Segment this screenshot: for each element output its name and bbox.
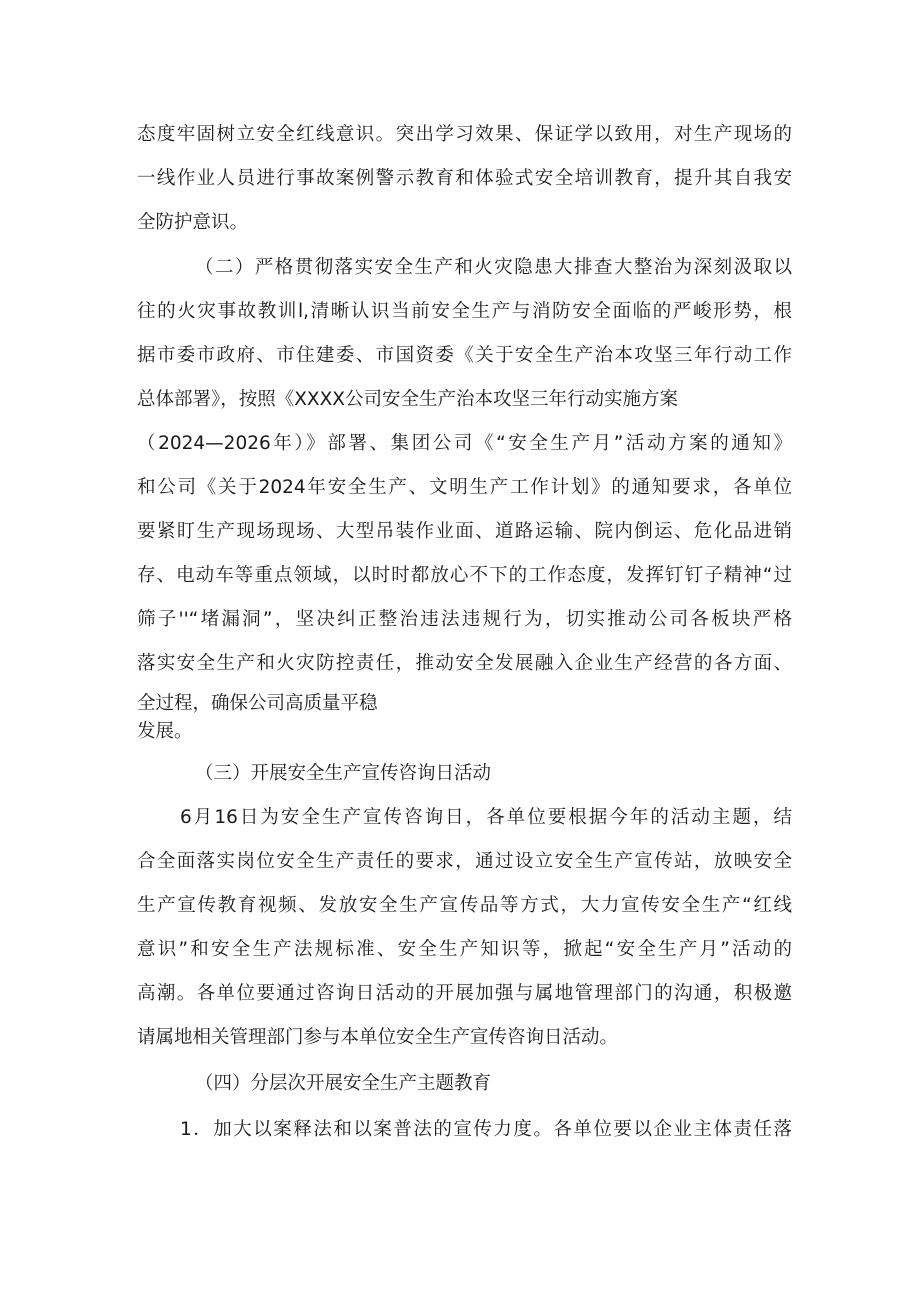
section-3-heading: （三）开展安全生产宣传咨询日活动 [195,763,492,784]
paragraph-4-line-1: 1．加大以案释法和以案普法的宣传力度。各单位要以企业主体责任落 [180,1119,792,1140]
paragraph-1-line-2: 一线作业人员进行事故案例警示教育和体验式安全培训教育，提升其自我安 [137,168,792,189]
paragraph-2-line-6: 和公司《关于2024年安全生产、文明生产工作计划》的通知要求，各单位 [137,477,792,498]
paragraph-3-line-6: 请属地相关管理部门参与本单位安全生产宣传咨询日活动。 [137,1027,619,1048]
paragraph-3-line-4: 意识”和安全生产法规标准、安全生产知识等，掀起“安全生产月”活动的 [137,939,792,960]
section-4-heading: （四）分层次开展安全生产主题教育 [195,1073,492,1094]
paragraph-3-line-2: 合全面落实岗位安全生产责任的要求，通过设立安全生产宣传站，放映安全 [137,851,792,872]
paragraph-2-line-3: 据市委市政府、市住建委、市国资委《关于安全生产治本攻坚三年行动工作 [137,345,792,366]
paragraph-3-line-5: 高潮。各单位要通过咨询日活动的开展加强与属地管理部门的沟通，积极邀 [137,983,792,1004]
paragraph-2-line-11: 全过程，确保公司高质量平稳 [137,693,378,714]
paragraph-2-line-8: 存、电动车等重点领域，以时时都放心不下的工作态度，发挥钉钉子精神“过 [137,565,792,586]
paragraph-2-line-9: 筛子''“堵漏洞”，坚决纠正整治违法违规行为，切实推动公司各板块严格 [137,609,792,630]
paragraph-2-line-7: 要紧盯生产现场现场、大型吊装作业面、道路运输、院内倒运、危化品进销 [137,521,792,542]
paragraph-2-line-1: （二）严格贯彻落实安全生产和火灾隐患大排查大整治为深刻汲取以 [195,257,792,278]
paragraph-2-line-12: 发展。 [137,721,193,742]
paragraph-2-line-10: 落实安全生产和火灾防控责任，推动安全发展融入企业生产经营的各方面、 [137,653,792,674]
paragraph-3-line-1: 6月16日为安全生产宣传咨询日，各单位要根据今年的活动主题，结 [180,807,792,828]
paragraph-2-line-2: 往的火灾事故教训l,清晰认识当前安全生产与消防安全面临的严峻形势，根 [137,301,792,322]
paragraph-1-line-3: 全防护意识。 [137,212,249,233]
paragraph-3-line-3: 生产宣传教育视频、发放安全生产宣传品等方式，大力宣传安全生产“红线 [137,895,792,916]
paragraph-2-line-5: （2024—2026年）》部署、集团公司《“安全生产月”活动方案的通知》 [137,433,792,454]
paragraph-2-line-4: 总体部署》，按照《XXXX公司安全生产治本攻坚三年行动实施方案 [137,389,678,410]
paragraph-1-line-1: 态度牢固树立安全红线意识。突出学习效果、保证学以致用，对生产现场的 [137,124,792,145]
